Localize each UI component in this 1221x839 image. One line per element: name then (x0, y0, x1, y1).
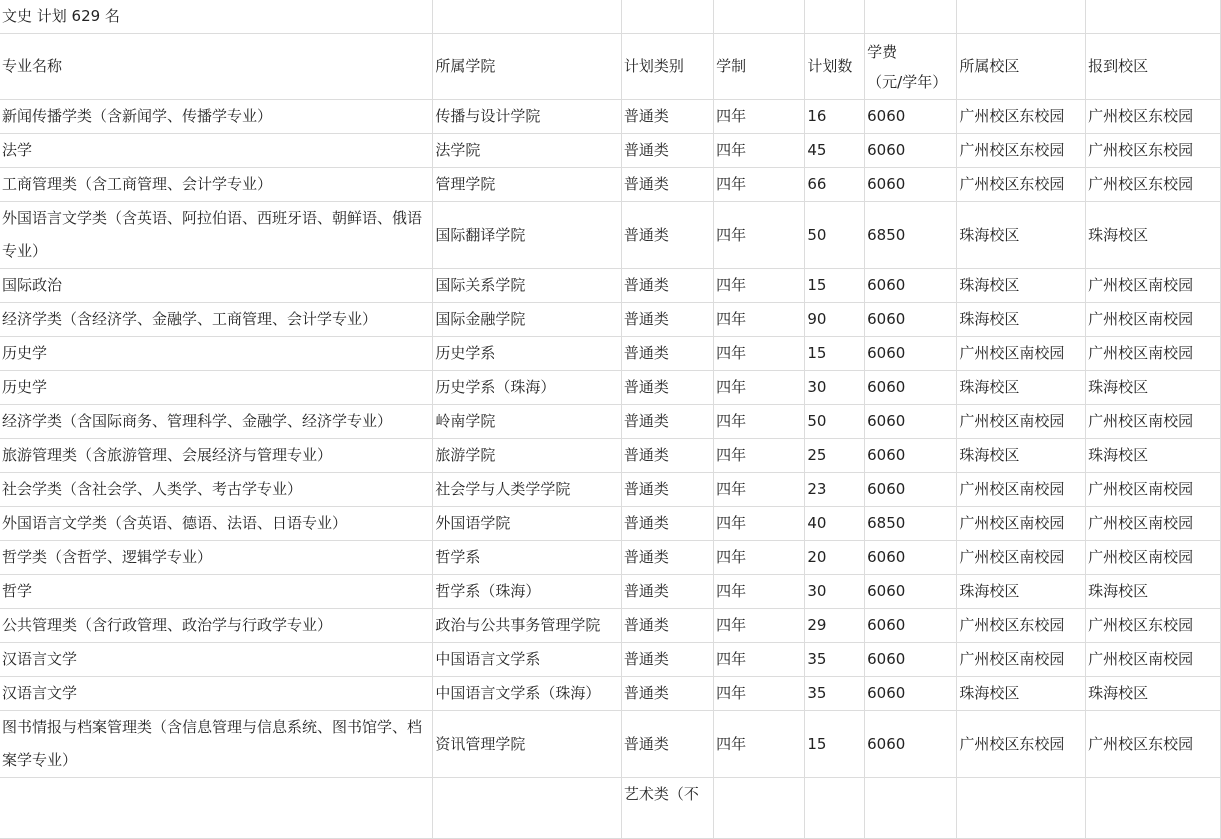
cell-campus: 广州校区南校园 (957, 507, 1086, 541)
cell-report (1086, 778, 1221, 839)
cell-campus: 广州校区东校园 (957, 134, 1086, 168)
cell-report: 广州校区南校园 (1086, 303, 1221, 337)
cell-report: 珠海校区 (1086, 575, 1221, 609)
cell-plan: 35 (805, 643, 865, 677)
cell-category: 普通类 (621, 371, 713, 405)
cell-fee: 6060 (865, 711, 957, 778)
cell-college: 哲学系（珠海） (433, 575, 622, 609)
cell-report: 广州校区南校园 (1086, 473, 1221, 507)
cell-major: 经济学类（含国际商务、管理科学、金融学、经济学专业） (0, 405, 433, 439)
cell-plan: 15 (805, 269, 865, 303)
cell-plan: 25 (805, 439, 865, 473)
cell-category: 普通类 (621, 711, 713, 778)
cell-category: 普通类 (621, 643, 713, 677)
cell-college: 旅游学院 (433, 439, 622, 473)
table-row (0, 473, 1221, 507)
cell-report: 珠海校区 (1086, 439, 1221, 473)
cell-duration: 四年 (714, 575, 805, 609)
cell-duration: 四年 (714, 541, 805, 575)
header-duration: 学制 (714, 34, 805, 100)
table-row (0, 269, 1221, 303)
cell-duration: 四年 (714, 371, 805, 405)
cell-plan: 45 (805, 134, 865, 168)
cell-duration: 四年 (714, 609, 805, 643)
cell-category: 普通类 (621, 303, 713, 337)
cell-category: 普通类 (621, 507, 713, 541)
cell-fee: 6850 (865, 202, 957, 269)
cell-fee: 6060 (865, 405, 957, 439)
cell-campus: 广州校区南校园 (957, 337, 1086, 371)
cell-fee: 6060 (865, 303, 957, 337)
cell-category: 普通类 (621, 473, 713, 507)
cell-campus: 珠海校区 (957, 677, 1086, 711)
table-row (0, 337, 1221, 371)
header-fee-line2: （元/学年） (867, 72, 948, 91)
cell-major: 哲学 (0, 575, 433, 609)
table-row (0, 575, 1221, 609)
cell-fee: 6060 (865, 439, 957, 473)
table-row (0, 609, 1221, 643)
cell-duration: 四年 (714, 507, 805, 541)
cell-college: 国际翻译学院 (433, 202, 622, 269)
header-fee-line1: 学费 (867, 42, 898, 61)
cell-campus: 珠海校区 (957, 202, 1086, 269)
cell-category: 普通类 (621, 609, 713, 643)
table-row (0, 439, 1221, 473)
cell-college: 政治与公共事务管理学院 (433, 609, 622, 643)
cell-fee: 6060 (865, 168, 957, 202)
cell-fee: 6060 (865, 643, 957, 677)
cell-college: 哲学系 (433, 541, 622, 575)
cell-report: 广州校区南校园 (1086, 337, 1221, 371)
cell-duration: 四年 (714, 269, 805, 303)
cell-report: 广州校区东校园 (1086, 168, 1221, 202)
cell-major: 旅游管理类（含旅游管理、会展经济与管理专业） (0, 439, 433, 473)
cell-plan: 40 (805, 507, 865, 541)
cell-college (433, 778, 622, 839)
cell-report: 广州校区东校园 (1086, 134, 1221, 168)
table-row (0, 371, 1221, 405)
cell-category: 普通类 (621, 541, 713, 575)
cell-major: 图书情报与档案管理类（含信息管理与信息系统、图书馆学、档案学专业） (0, 711, 433, 778)
cell-duration (714, 778, 805, 839)
table-row (0, 711, 1221, 778)
cell-fee: 6060 (865, 134, 957, 168)
header-major: 专业名称 (0, 34, 433, 100)
cell-plan: 30 (805, 575, 865, 609)
cell-plan: 30 (805, 371, 865, 405)
cell-plan (805, 778, 865, 839)
table-row (0, 541, 1221, 575)
cell-fee: 6060 (865, 575, 957, 609)
cell-campus: 珠海校区 (957, 439, 1086, 473)
cell-campus (957, 778, 1086, 839)
cell-fee: 6060 (865, 100, 957, 134)
cell-duration: 四年 (714, 202, 805, 269)
cell-fee: 6060 (865, 337, 957, 371)
cell-major: 外国语言文学类（含英语、德语、法语、日语专业） (0, 507, 433, 541)
table-row (0, 643, 1221, 677)
cell-duration: 四年 (714, 134, 805, 168)
cell-plan: 15 (805, 711, 865, 778)
table-row (0, 202, 1221, 269)
table-row (0, 778, 1221, 839)
cell-fee (865, 778, 957, 839)
cell-plan: 29 (805, 609, 865, 643)
table-row (0, 507, 1221, 541)
cell-category: 普通类 (621, 269, 713, 303)
table-row (0, 677, 1221, 711)
cell-category: 普通类 (621, 134, 713, 168)
cell-college: 国际关系学院 (433, 269, 622, 303)
cell-campus: 珠海校区 (957, 269, 1086, 303)
cell-college: 中国语言文学系（珠海） (433, 677, 622, 711)
cell-major: 历史学 (0, 371, 433, 405)
cell-category: 普通类 (621, 337, 713, 371)
cell-fee: 6850 (865, 507, 957, 541)
cell-report: 珠海校区 (1086, 371, 1221, 405)
cell-campus: 广州校区东校园 (957, 711, 1086, 778)
cell-campus: 广州校区南校园 (957, 405, 1086, 439)
cell-report: 广州校区东校园 (1086, 711, 1221, 778)
cell-duration: 四年 (714, 168, 805, 202)
table-row (0, 134, 1221, 168)
cell-category: 普通类 (621, 575, 713, 609)
cell-category: 普通类 (621, 202, 713, 269)
cell-report: 广州校区南校园 (1086, 405, 1221, 439)
cell-major: 国际政治 (0, 269, 433, 303)
cell-major: 公共管理类（含行政管理、政治学与行政学专业） (0, 609, 433, 643)
cell-duration: 四年 (714, 711, 805, 778)
cell-report: 珠海校区 (1086, 677, 1221, 711)
cell-college: 社会学与人类学学院 (433, 473, 622, 507)
cell-fee: 6060 (865, 473, 957, 507)
cell-major: 汉语言文学 (0, 643, 433, 677)
cell-category: 普通类 (621, 405, 713, 439)
cell-major: 哲学类（含哲学、逻辑学专业） (0, 541, 433, 575)
cell-campus: 珠海校区 (957, 303, 1086, 337)
cell-plan: 66 (805, 168, 865, 202)
cell-report: 广州校区南校园 (1086, 541, 1221, 575)
cell-duration: 四年 (714, 405, 805, 439)
cell-college: 中国语言文学系 (433, 643, 622, 677)
header-campus: 所属校区 (957, 34, 1086, 100)
cell-campus: 广州校区南校园 (957, 541, 1086, 575)
cell-category: 普通类 (621, 677, 713, 711)
cell-plan: 15 (805, 337, 865, 371)
cell-category: 普通类 (621, 439, 713, 473)
cell-major: 工商管理类（含工商管理、会计学专业） (0, 168, 433, 202)
cell-plan: 23 (805, 473, 865, 507)
cell-plan: 50 (805, 405, 865, 439)
cell-duration: 四年 (714, 337, 805, 371)
cell-college: 岭南学院 (433, 405, 622, 439)
cell-duration: 四年 (714, 643, 805, 677)
cell-major: 法学 (0, 134, 433, 168)
cell-duration: 四年 (714, 303, 805, 337)
cell-college: 法学院 (433, 134, 622, 168)
cell-plan: 50 (805, 202, 865, 269)
cell-campus: 广州校区南校园 (957, 643, 1086, 677)
cell-plan: 16 (805, 100, 865, 134)
cell-college: 国际金融学院 (433, 303, 622, 337)
cell-major: 汉语言文学 (0, 677, 433, 711)
cell-major: 外国语言文学类（含英语、阿拉伯语、西班牙语、朝鲜语、俄语专业） (0, 202, 433, 269)
cell-fee: 6060 (865, 269, 957, 303)
cell-report: 广州校区南校园 (1086, 507, 1221, 541)
cell-category: 艺术类（不 (621, 778, 713, 839)
cell-report: 广州校区东校园 (1086, 609, 1221, 643)
cell-major: 历史学 (0, 337, 433, 371)
cell-fee: 6060 (865, 371, 957, 405)
cell-duration: 四年 (714, 677, 805, 711)
cell-college: 管理学院 (433, 168, 622, 202)
cell-report: 广州校区东校园 (1086, 100, 1221, 134)
header-plan: 计划数 (805, 34, 865, 100)
cell-campus: 珠海校区 (957, 575, 1086, 609)
cell-duration: 四年 (714, 439, 805, 473)
header-fee (865, 34, 957, 100)
cell-campus: 广州校区东校园 (957, 100, 1086, 134)
cell-report: 广州校区南校园 (1086, 269, 1221, 303)
title-row (0, 0, 1221, 34)
cell-major: 经济学类（含经济学、金融学、工商管理、会计学专业） (0, 303, 433, 337)
cell-report: 珠海校区 (1086, 202, 1221, 269)
cell-major: 新闻传播学类（含新闻学、传播学专业） (0, 100, 433, 134)
cell-college: 资讯管理学院 (433, 711, 622, 778)
cell-fee: 6060 (865, 541, 957, 575)
cell-campus: 广州校区东校园 (957, 168, 1086, 202)
cell-duration: 四年 (714, 100, 805, 134)
cell-plan: 90 (805, 303, 865, 337)
cell-duration: 四年 (714, 473, 805, 507)
table-row (0, 405, 1221, 439)
cell-campus: 珠海校区 (957, 371, 1086, 405)
table-row (0, 303, 1221, 337)
cell-fee: 6060 (865, 677, 957, 711)
header-category: 计划类别 (621, 34, 713, 100)
cell-campus: 广州校区南校园 (957, 473, 1086, 507)
table-title: 文史 计划 629 名 (0, 0, 433, 34)
cell-fee: 6060 (865, 609, 957, 643)
cell-major: 社会学类（含社会学、人类学、考古学专业） (0, 473, 433, 507)
cell-category: 普通类 (621, 168, 713, 202)
cell-plan: 35 (805, 677, 865, 711)
header-college: 所属学院 (433, 34, 622, 100)
cell-college: 传播与设计学院 (433, 100, 622, 134)
cell-category: 普通类 (621, 100, 713, 134)
cell-college: 历史学系（珠海） (433, 371, 622, 405)
header-report: 报到校区 (1086, 34, 1221, 100)
cell-plan: 20 (805, 541, 865, 575)
header-row (0, 34, 1221, 100)
cell-college: 外国语学院 (433, 507, 622, 541)
cell-major (0, 778, 433, 839)
table-row (0, 168, 1221, 202)
cell-campus: 广州校区东校园 (957, 609, 1086, 643)
table-row (0, 100, 1221, 134)
cell-report: 广州校区南校园 (1086, 643, 1221, 677)
cell-college: 历史学系 (433, 337, 622, 371)
